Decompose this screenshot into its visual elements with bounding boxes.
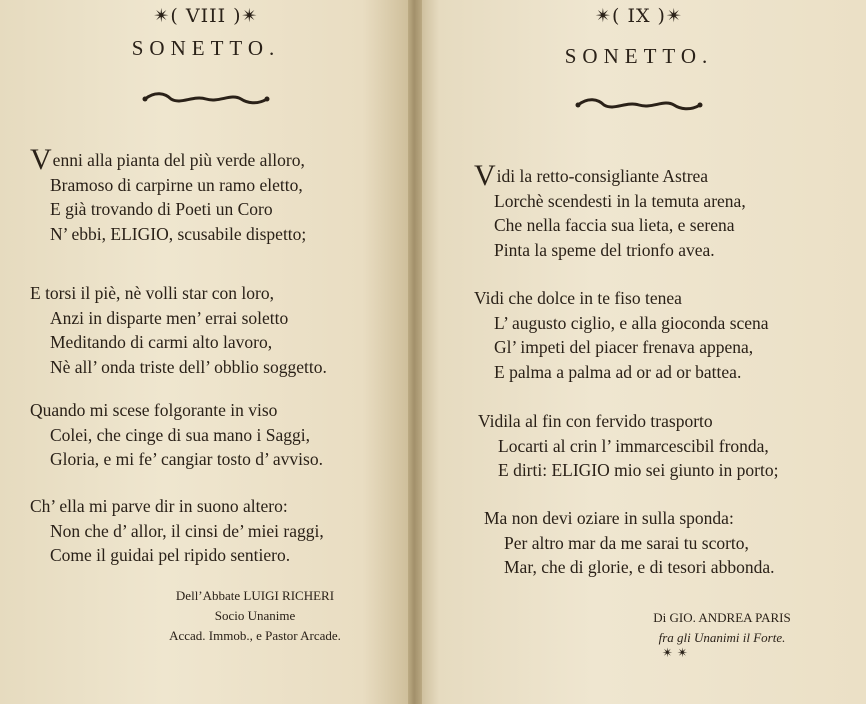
verse-line: E già trovando di Poeti un Coro	[50, 199, 273, 219]
scroll-ornament-icon	[412, 96, 866, 118]
signature-line: Di GIO. ANDREA PARIS	[653, 610, 791, 625]
right-page	[412, 0, 866, 704]
verse-line: Gloria, e mi fe’ cangiar tosto d’ avviso.	[50, 449, 323, 469]
book-gutter	[408, 0, 422, 704]
page-heading-left: SONETTO.	[131, 36, 281, 60]
verse-line: Bramoso di carpirne un ramo eletto,	[50, 174, 303, 195]
verse-line: Non che d’ allor, il cinsi de’ miei raggi,	[50, 520, 324, 541]
verse-line: Ch’ ella mi parve dir in suono altero:	[30, 496, 288, 516]
stanza-3-right	[478, 409, 778, 483]
verse-line: enni alla pianta del più verde alloro,	[52, 150, 305, 170]
signature-right	[602, 608, 842, 648]
verse-line: Come il guidai pel ripido sentiero.	[50, 545, 291, 565]
verse-line: Gl’ impeti del piacer frenava appena,	[494, 337, 754, 357]
verse-line: Nè all’ onda triste dell’ obblio soggetto.	[50, 356, 327, 377]
verse-line: idi la retto-consigliante Astrea	[496, 166, 709, 186]
signature-line: Accad. Immob., e Pastor Arcade.	[169, 628, 341, 643]
verse-line: Colei, che cinge di sua mano i Saggi,	[50, 424, 311, 445]
stanza-4-right	[484, 506, 774, 580]
verse-line: Meditando di carmi alto lavoro,	[50, 332, 273, 352]
verse-line: Pinta la speme del trionfo avea.	[494, 239, 715, 260]
verse-line: Per altro mar da me sarai tu scorto,	[504, 532, 749, 553]
verse-line: L’ augusto ciglio, e alla gioconda scena	[494, 312, 769, 333]
verse-line: Locarti al crin l’ immarcescibil fronda,	[498, 435, 769, 456]
left-page	[0, 0, 412, 704]
stanza-1-left	[30, 143, 307, 246]
signature-left	[110, 586, 400, 646]
scroll-ornament-icon	[0, 90, 412, 112]
verse-line: Quando mi scese folgorante in viso	[30, 400, 278, 420]
stanza-1-right	[474, 159, 746, 262]
verse-line: Lorchè scendesti in la temuta arena,	[494, 190, 746, 211]
dropcap: V	[30, 143, 52, 176]
signature-line: Socio Unanime	[214, 608, 296, 623]
verse-line: Mar, che di glorie, e di tesori abbonda.	[504, 557, 775, 577]
page-number-right: ✴( IX )✴	[595, 5, 683, 27]
signature-line: fra gli Unanimi il Forte.	[658, 630, 786, 645]
stanza-4-left	[30, 494, 324, 568]
verse-line: Ma non devi oziare in sulla sponda:	[484, 508, 734, 528]
closing-asterisks: ✴ ✴	[662, 646, 688, 661]
verse-line: N’ ebbi, ELIGIO, scusabile dispetto;	[50, 223, 307, 244]
verse-line: E torsi il piè, nè volli star con loro,	[30, 283, 274, 303]
verse-line: Vidila al fin con fervido trasporto	[478, 411, 713, 431]
verse-line: E dirti: ELIGIO mio sei giunto in porto;	[498, 460, 779, 480]
verse-line: E palma a palma ad or ad or battea.	[494, 361, 742, 382]
stanza-2-left	[30, 281, 327, 379]
verse-line: Anzi in disparte men’ errai soletto	[50, 307, 289, 328]
page-number-left: ✴( VIII )✴	[153, 5, 259, 27]
verse-line: Che nella faccia sua lieta, e serena	[494, 215, 735, 235]
stanza-2-right	[474, 286, 769, 384]
signature-line: Dell’Abbate LUIGI RICHERI	[175, 588, 335, 603]
stanza-3-left	[30, 398, 323, 472]
dropcap: V	[474, 159, 496, 192]
page-heading-right: SONETTO.	[564, 44, 714, 68]
verse-line: Vidi che dolce in te fiso tenea	[474, 288, 682, 308]
